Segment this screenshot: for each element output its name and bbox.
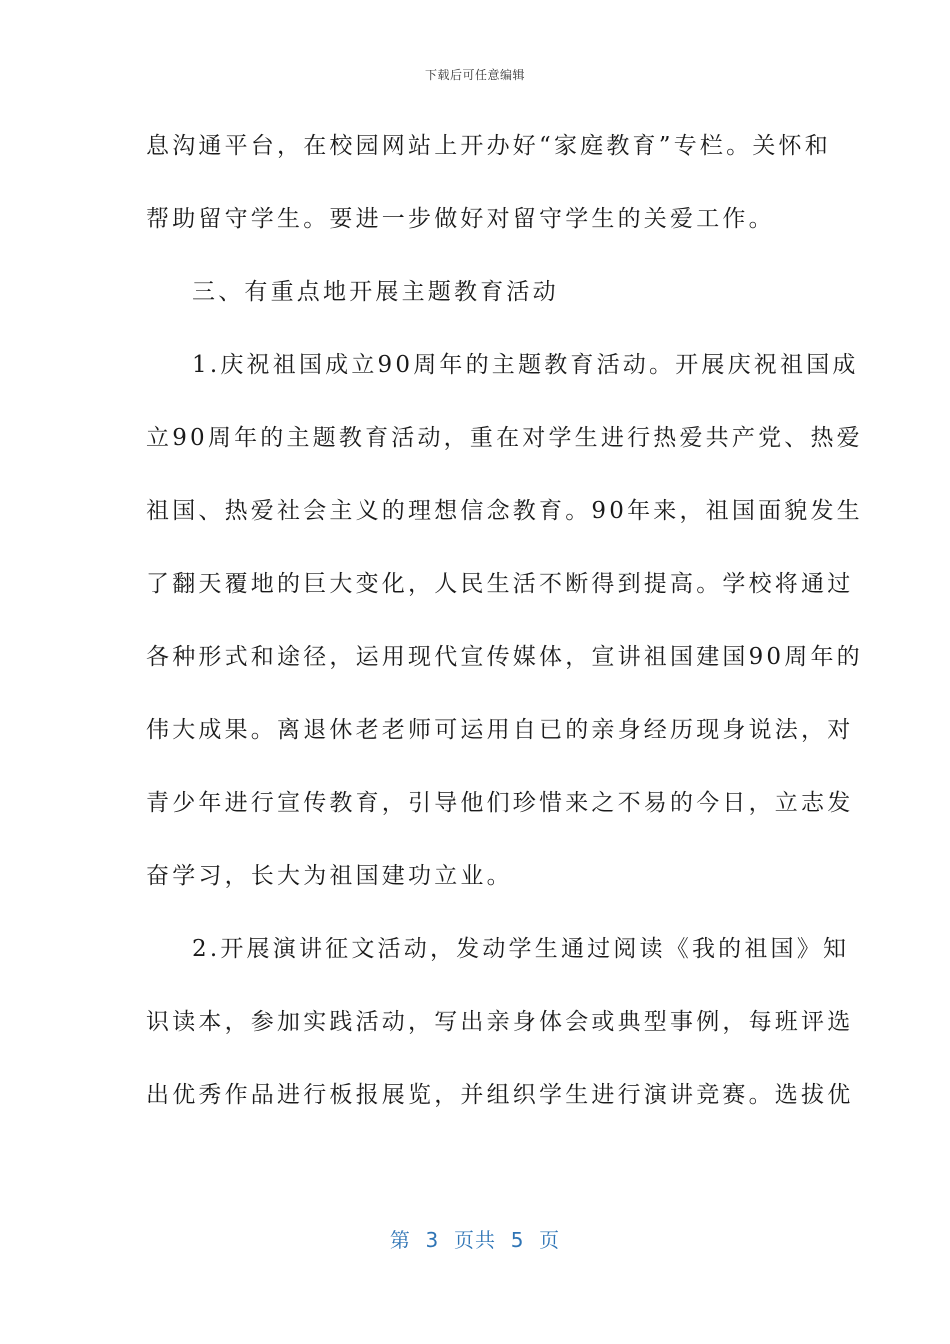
paragraph-line: 青少年进行宣传教育，引导他们珍惜来之不易的今日，立志发 bbox=[146, 790, 854, 816]
paragraph-line: 2.开展演讲征文活动，发动学生通过阅读《我的祖国》知 bbox=[192, 936, 850, 962]
paragraph-line: 伟大成果。离退休老老师可运用自已的亲身经历现身说法，对 bbox=[146, 717, 854, 743]
section-heading: 三、有重点地开展主题教育活动 bbox=[192, 279, 559, 305]
paragraph-line: 了翻天覆地的巨大变化，人民生活不断得到提高。学校将通过 bbox=[146, 571, 854, 597]
paragraph-line: 出优秀作品进行板报展览，并组织学生进行演讲竞赛。选拔优 bbox=[146, 1082, 854, 1108]
paragraph-line: 奋学习，长大为祖国建功立业。 bbox=[146, 863, 513, 889]
page-header-note: 下载后可任意编辑 bbox=[424, 68, 525, 82]
paragraph-line: 识读本，参加实践活动，写出亲身体会或典型事例，每班评选 bbox=[146, 1009, 854, 1035]
paragraph-line: 立90周年的主题教育活动，重在对学生进行热爱共产党、热爱 bbox=[146, 425, 863, 451]
paragraph-line: 祖国、热爱社会主义的理想信念教育。90年来，祖国面貌发生 bbox=[146, 498, 863, 524]
paragraph-line: 帮助留守学生。要进一步做好对留守学生的关爱工作。 bbox=[146, 206, 775, 232]
paragraph-line: 息沟通平台，在校园网站上开办好“家庭教育”专栏。关怀和 bbox=[146, 133, 831, 159]
document-body bbox=[146, 126, 863, 1148]
paragraph-line: 1.庆祝祖国成立90周年的主题教育活动。开展庆祝祖国成 bbox=[192, 352, 859, 378]
paragraph-line: 各种形式和途径，运用现代宣传媒体，宣讲祖国建国90周年的 bbox=[146, 644, 863, 670]
page-number: 第 3 页共 5 页 bbox=[389, 1228, 561, 1252]
